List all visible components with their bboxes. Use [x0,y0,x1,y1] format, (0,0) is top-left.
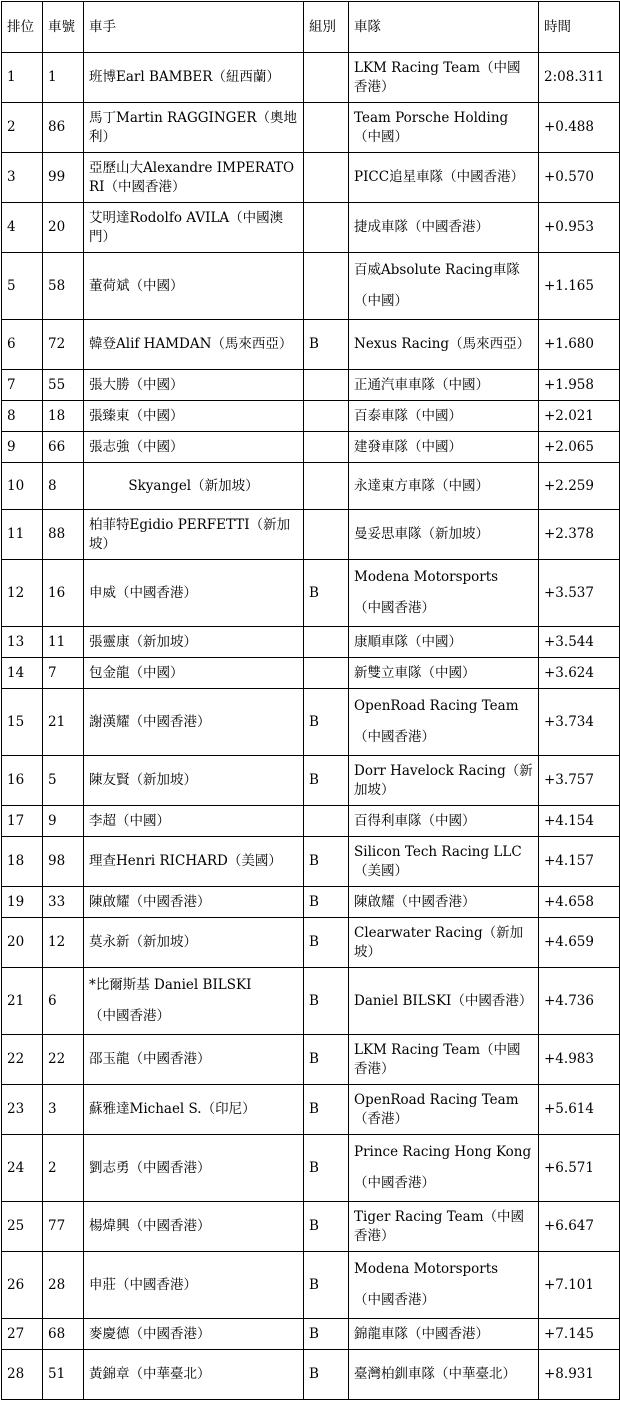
table-row [2,53,620,103]
cell-team: Tiger Racing Team（中國香港） [349,1202,539,1252]
cell-group: B [304,1350,349,1400]
cell-number: 86 [43,103,84,153]
cell-number: 8 [43,463,84,510]
cell-driver: 柏菲特Egidio PERFETTI（新加坡） [84,510,304,560]
table-row [2,968,620,1035]
header-driver: 車手 [84,2,304,53]
cell-time: +7.145 [539,1319,620,1350]
cell-position: 23 [2,1085,43,1135]
cell-driver: 莫永新（新加坡） [84,918,304,968]
cell-number: 11 [43,627,84,658]
cell-position: 15 [2,689,43,756]
cell-position: 28 [2,1350,43,1400]
cell-driver: 包金龍（中國） [84,658,304,689]
cell-group [304,401,349,432]
cell-position: 21 [2,968,43,1035]
table-row [2,1319,620,1350]
cell-team: OpenRoad Racing Team（香港） [349,1085,539,1135]
cell-team: 建發車隊（中國） [349,432,539,463]
results-table [1,1,620,1400]
cell-position: 16 [2,756,43,806]
cell-number: 6 [43,968,84,1035]
table-row [2,658,620,689]
cell-position: 12 [2,560,43,627]
cell-number: 66 [43,432,84,463]
cell-team: 百泰車隊（中國） [349,401,539,432]
cell-group [304,432,349,463]
cell-team: Dorr Havelock Racing（新加坡） [349,756,539,806]
cell-driver: 理查Henri RICHARD（美國） [84,837,304,887]
cell-group: B [304,837,349,887]
cell-team: LKM Racing Team（中國香港） [349,1035,539,1085]
cell-group: B [304,1202,349,1252]
cell-group [304,203,349,253]
cell-position: 6 [2,320,43,370]
cell-group: B [304,560,349,627]
cell-time: +7.101 [539,1252,620,1319]
table-row [2,1035,620,1085]
cell-number: 21 [43,689,84,756]
cell-team: 百得利車隊（中國） [349,806,539,837]
cell-driver: 楊煒興（中國香港） [84,1202,304,1252]
cell-team: Team Porsche Holding（中國） [349,103,539,153]
cell-position: 18 [2,837,43,887]
cell-driver: 張志強（中國） [84,432,304,463]
cell-position: 19 [2,887,43,918]
cell-time: +8.931 [539,1350,620,1400]
cell-driver: 申威（中國香港） [84,560,304,627]
cell-group: B [304,756,349,806]
table-row [2,370,620,401]
cell-team: 陳啟耀（中國香港） [349,887,539,918]
cell-group: B [304,320,349,370]
cell-time: +4.659 [539,918,620,968]
cell-position: 1 [2,53,43,103]
cell-team: Nexus Racing（馬來西亞） [349,320,539,370]
cell-group: B [304,1135,349,1202]
table-row [2,837,620,887]
table-row [2,627,620,658]
cell-number: 98 [43,837,84,887]
header-group: 組別 [304,2,349,53]
cell-driver: 班博Earl BAMBER（紐西蘭） [84,53,304,103]
cell-time: +0.488 [539,103,620,153]
header-row [2,2,620,53]
cell-team: 捷成車隊（中國香港） [349,203,539,253]
cell-group: B [304,1319,349,1350]
cell-team: 錦龍車隊（中國香港） [349,1319,539,1350]
header-team: 車隊 [349,2,539,53]
cell-time: +3.757 [539,756,620,806]
cell-group [304,253,349,320]
cell-group: B [304,1035,349,1085]
table-row [2,1350,620,1400]
cell-time: +2.021 [539,401,620,432]
cell-driver: 亞歷山大Alexandre IMPERATORI（中國香港） [84,153,304,203]
cell-group [304,153,349,203]
cell-group [304,463,349,510]
cell-position: 14 [2,658,43,689]
cell-number: 1 [43,53,84,103]
cell-time: +4.658 [539,887,620,918]
cell-time: +2.378 [539,510,620,560]
header-position: 排位 [2,2,43,53]
cell-driver: *比爾斯基 Daniel BILSKI （中國香港） [84,968,304,1035]
cell-team: OpenRoad Racing Team （中國香港） [349,689,539,756]
cell-number: 51 [43,1350,84,1400]
cell-number: 18 [43,401,84,432]
cell-group: B [304,1252,349,1319]
cell-position: 8 [2,401,43,432]
table-row [2,320,620,370]
cell-driver: 陳友賢（新加坡） [84,756,304,806]
table-row [2,401,620,432]
cell-time: +3.544 [539,627,620,658]
cell-driver: 申莊（中國香港） [84,1252,304,1319]
cell-team: 新雙立車隊（中國） [349,658,539,689]
cell-number: 22 [43,1035,84,1085]
table-row [2,510,620,560]
cell-time: +1.958 [539,370,620,401]
cell-number: 5 [43,756,84,806]
table-row [2,432,620,463]
cell-number: 68 [43,1319,84,1350]
table-row [2,1202,620,1252]
cell-team: Modena Motorsports （中國香港） [349,1252,539,1319]
cell-team: Prince Racing Hong Kong （中國香港） [349,1135,539,1202]
cell-time: +3.537 [539,560,620,627]
cell-driver: 馬丁Martin RAGGINGER（奧地利） [84,103,304,153]
cell-driver: 蘇雅達Michael S.（印尼） [84,1085,304,1135]
table-row [2,887,620,918]
cell-time: +0.953 [539,203,620,253]
cell-driver: 劉志勇（中國香港） [84,1135,304,1202]
table-row [2,253,620,320]
cell-driver: 張臻東（中國） [84,401,304,432]
table-row [2,103,620,153]
cell-team: Clearwater Racing（新加坡） [349,918,539,968]
cell-number: 20 [43,203,84,253]
cell-position: 4 [2,203,43,253]
cell-group [304,510,349,560]
header-number: 車號 [43,2,84,53]
cell-position: 25 [2,1202,43,1252]
cell-time: +3.734 [539,689,620,756]
cell-driver: 張靈康（新加坡） [84,627,304,658]
cell-position: 7 [2,370,43,401]
cell-group [304,53,349,103]
header-time: 時間 [539,2,620,53]
cell-team: 康順車隊（中國） [349,627,539,658]
table-row [2,560,620,627]
cell-driver: 陳啟耀（中國香港） [84,887,304,918]
cell-driver: 李超（中國） [84,806,304,837]
cell-time: 2:08.311 [539,53,620,103]
cell-number: 99 [43,153,84,203]
cell-team: 正通汽車車隊（中國） [349,370,539,401]
cell-position: 2 [2,103,43,153]
table-row [2,463,620,510]
cell-time: +3.624 [539,658,620,689]
cell-position: 17 [2,806,43,837]
table-row [2,806,620,837]
cell-number: 3 [43,1085,84,1135]
cell-driver: 黃錦章（中華臺北） [84,1350,304,1400]
cell-driver: 董荷斌（中國） [84,253,304,320]
cell-group [304,658,349,689]
cell-group: B [304,887,349,918]
cell-group [304,627,349,658]
cell-time: +1.680 [539,320,620,370]
cell-position: 13 [2,627,43,658]
cell-time: +6.571 [539,1135,620,1202]
cell-position: 24 [2,1135,43,1202]
cell-number: 2 [43,1135,84,1202]
cell-time: +4.736 [539,968,620,1035]
cell-group: B [304,968,349,1035]
cell-number: 55 [43,370,84,401]
cell-group: B [304,918,349,968]
cell-team: Silicon Tech Racing LLC（美國） [349,837,539,887]
cell-position: 10 [2,463,43,510]
cell-time: +4.157 [539,837,620,887]
cell-position: 22 [2,1035,43,1085]
cell-time: +0.570 [539,153,620,203]
cell-number: 9 [43,806,84,837]
cell-position: 20 [2,918,43,968]
cell-group: B [304,689,349,756]
table-row [2,1252,620,1319]
cell-team: 臺灣柏釧車隊（中華臺北） [349,1350,539,1400]
table-row [2,203,620,253]
cell-driver: 韓登Alif HAMDAN（馬來西亞） [84,320,304,370]
cell-driver: 張大勝（中國） [84,370,304,401]
cell-number: 28 [43,1252,84,1319]
cell-time: +1.165 [539,253,620,320]
cell-number: 77 [43,1202,84,1252]
cell-driver: 麥慶德（中國香港） [84,1319,304,1350]
cell-time: +2.065 [539,432,620,463]
cell-position: 3 [2,153,43,203]
cell-number: 88 [43,510,84,560]
cell-time: +2.259 [539,463,620,510]
cell-driver: 謝漢耀（中國香港） [84,689,304,756]
results-body [2,53,620,1400]
cell-position: 11 [2,510,43,560]
table-row [2,1085,620,1135]
table-row [2,918,620,968]
cell-group: B [304,1085,349,1135]
table-row [2,756,620,806]
cell-number: 33 [43,887,84,918]
cell-number: 58 [43,253,84,320]
cell-position: 9 [2,432,43,463]
cell-number: 72 [43,320,84,370]
cell-position: 27 [2,1319,43,1350]
table-row [2,689,620,756]
cell-number: 12 [43,918,84,968]
cell-number: 7 [43,658,84,689]
cell-team: 曼妥思車隊（新加坡） [349,510,539,560]
cell-team: PICC追星車隊（中國香港） [349,153,539,203]
cell-team: LKM Racing Team（中國香港） [349,53,539,103]
cell-group [304,103,349,153]
cell-position: 5 [2,253,43,320]
cell-time: +6.647 [539,1202,620,1252]
cell-team: Daniel BILSKI（中國香港） [349,968,539,1035]
cell-driver: 艾明達Rodolfo AVILA（中國澳門） [84,203,304,253]
cell-time: +4.983 [539,1035,620,1085]
cell-team: Modena Motorsports （中國香港） [349,560,539,627]
cell-number: 16 [43,560,84,627]
cell-driver: Skyangel（新加坡） [84,463,304,510]
cell-position: 26 [2,1252,43,1319]
cell-group [304,370,349,401]
cell-group [304,806,349,837]
cell-time: +5.614 [539,1085,620,1135]
table-row [2,1135,620,1202]
cell-time: +4.154 [539,806,620,837]
cell-team: 永達東方車隊（中國） [349,463,539,510]
table-row [2,153,620,203]
cell-team: 百威Absolute Racing車隊 （中國） [349,253,539,320]
cell-driver: 邵玉龍（中國香港） [84,1035,304,1085]
